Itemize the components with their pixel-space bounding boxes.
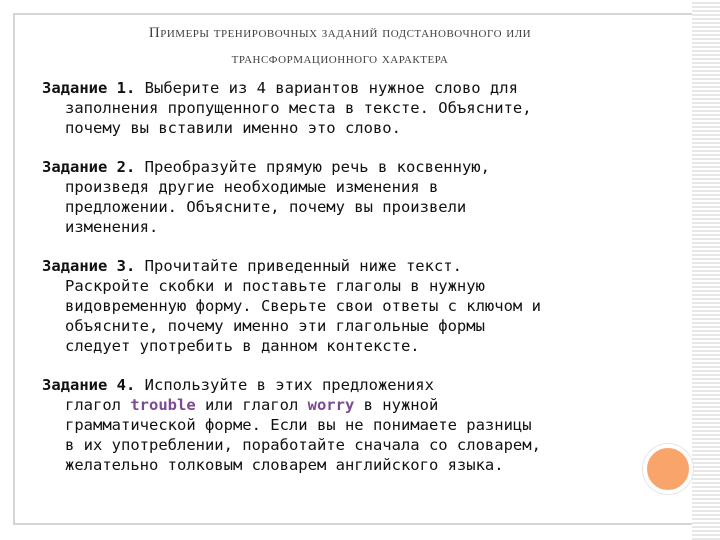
task-3-line-3: видовременную форму. Сверьте свои ответы с ключом и — [65, 297, 541, 315]
task-4-line-4: в их употреблении, поработайте сначала со словарем, — [65, 436, 541, 454]
task-1-text-1: Выберите из 4 вариантов нужное слово для — [135, 79, 518, 97]
task-4-line-1 — [42, 375, 632, 395]
task-2-line-4: изменения. — [65, 218, 159, 236]
task-4-line-2 — [42, 395, 632, 415]
task-4-text-2c: в нужной — [354, 396, 439, 414]
task-1-line-2: заполнения пропущенного места в тексте. Объясните, — [65, 99, 532, 117]
task-1-line-3: почему вы вставили именно это слово. — [65, 119, 401, 137]
task-2-text-1: Преобразуйте прямую речь в косвенную, — [135, 158, 490, 176]
task-4-label: Задание 4. — [42, 376, 136, 394]
task-2-label: Задание 2. — [42, 158, 136, 176]
highlighted-word-worry: worry — [307, 396, 355, 414]
task-2-line-2: произведя другие необходимые изменения в — [65, 178, 439, 196]
orange-circle-decoration — [643, 444, 693, 494]
task-3 — [42, 256, 632, 356]
task-1 — [42, 78, 632, 138]
highlighted-word-trouble: trouble — [130, 396, 196, 414]
slide-title — [40, 20, 640, 72]
task-3-line-2: Раскройте скобки и поставьте глаголы в нужную — [65, 277, 485, 295]
task-3-label: Задание 3. — [42, 257, 136, 275]
task-4-text-2a: глагол — [65, 396, 131, 414]
task-4 — [42, 375, 632, 475]
title-line-1: Примеры тренировочных заданий подстановочного или — [148, 25, 532, 41]
title-line-2: трансформационного характера — [231, 51, 449, 67]
task-4-line-5: желательно толковым словарем английского языка. — [65, 456, 504, 474]
task-3-text-1: Прочитайте приведенный ниже текст. — [135, 257, 462, 275]
task-2-line-3: предложении. Объясните, почему вы произвели — [65, 198, 467, 216]
task-3-line-4: объясните, почему именно эти глагольные формы — [65, 317, 485, 335]
decorative-stripes — [692, 0, 720, 540]
task-2 — [42, 157, 632, 237]
task-2-line-1 — [42, 157, 632, 177]
task-3-line-5: следует употребить в данном контексте. — [65, 337, 420, 355]
task-list — [42, 78, 632, 494]
task-1-label: Задание 1. — [42, 79, 136, 97]
task-4-line-3: грамматической форме. Если вы не понимаете разницы — [65, 416, 532, 434]
task-1-line-1 — [42, 78, 632, 98]
task-4-text-2b: или глагол — [195, 396, 308, 414]
task-4-text-1: Используйте в этих предложениях — [135, 376, 434, 394]
task-3-line-1 — [42, 256, 632, 276]
